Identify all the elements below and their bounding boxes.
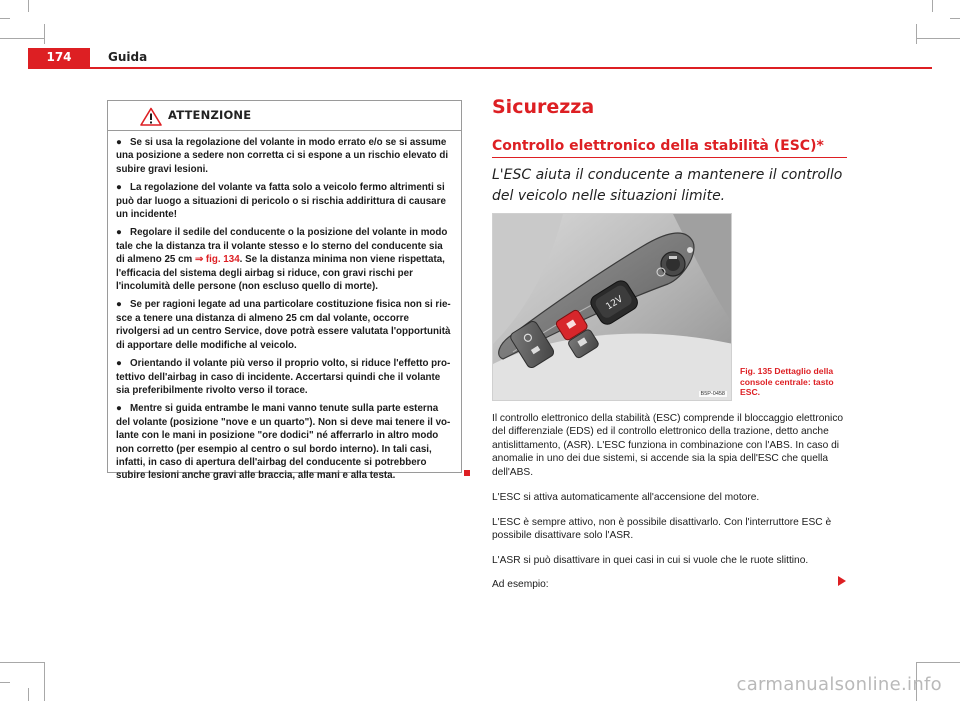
warning-item xyxy=(116,402,451,482)
console-illustration xyxy=(493,214,732,401)
warning-text: Regolare il sedile del conducente o la posizione del volante in modo tale che la distanza tra il volante stesso e lo sterno del conducente sia di almeno 25 cm xyxy=(116,227,448,266)
warning-text: La regolazione del volante va fatta solo a veicolo fermo altrimenti si può dar luogo a situazioni di pericolo o si rischia addirittura di causare un incidente! xyxy=(116,182,446,221)
warning-item xyxy=(116,298,451,352)
crop-mark xyxy=(0,38,44,39)
warning-text: Mentre si guida entrambe le mani vanno tenute sulla parte esterna del volante (posizione "nove e un quarto"). Non si deve mai tenere il volante con le mani in posizione "ore dodici" né afferrarlo in altro modo non corretto (per esempio al centro o sul bordo interno). In tali casi, infatti, in caso di apertura dell'airbag del conducente si potrebbero subire lesioni anche gravi alle braccia, alle mani e alla testa. xyxy=(116,403,451,482)
figure-console xyxy=(492,213,732,401)
crop-mark xyxy=(932,0,933,12)
header-rule xyxy=(28,67,932,69)
warning-header xyxy=(108,101,461,131)
watermark: carmanualsonline.info xyxy=(736,674,942,695)
warning-text: Orientando il volante più verso il proprio volto, si riduce l'effetto protettivo dell'airbag in caso di incidente. Accertarsi quindi che il volante sia preferibilmente rivolto verso il torace. xyxy=(116,358,451,396)
body-paragraph: Il controllo elettronico della stabilità (ESC) comprende il bloccaggio elettronico del differenziale (EDS) ed il controllo elettronico della trazione, detto anche antislittamento, (ASR). L'ESC funziona in combinazione con l'ABS. In caso di anomalie in uno dei due sistemi, si accende sia la spia dell'ESC che quella dell'ABS. xyxy=(492,413,844,478)
subsection-title: Controllo elettronico della stabilità (ESC)* xyxy=(492,138,824,154)
warning-text: Se per ragioni legate ad una particolare costituzione fisica non si riesce a tenere una distanza di almeno 25 cm dal volante, occorre rivolgersi ad un centro Service, dove potrà essere valutata l'opportunità di apportare delle modifiche al veicolo. xyxy=(116,299,451,351)
crop-mark xyxy=(0,662,44,663)
figure-code: B5P-0458 xyxy=(700,391,725,397)
body-paragraph: Ad esempio: xyxy=(492,579,549,590)
section-title: Sicurezza xyxy=(492,96,595,118)
body-paragraph: L'ESC si attiva automaticamente all'accensione del motore. xyxy=(492,492,760,503)
bullet: ● xyxy=(116,403,122,415)
crop-mark xyxy=(950,18,960,19)
bullet: ● xyxy=(116,182,122,194)
warning-item xyxy=(116,226,451,293)
bullet: ● xyxy=(116,137,122,148)
continue-arrow-icon xyxy=(838,576,846,586)
page-number: 174 xyxy=(28,48,90,67)
warning-item xyxy=(116,357,451,397)
warning-item xyxy=(116,181,451,221)
end-of-section-mark xyxy=(464,470,470,476)
bullet: ● xyxy=(116,358,122,370)
crop-mark xyxy=(28,688,29,701)
body-paragraph: L'ESC è sempre attivo, non è possibile disattivarlo. Con l'interruttore ESC è possibile disattivare solo l'ASR. xyxy=(492,517,832,542)
lead-text: L'ESC aiuta il conducente a mantenere il controllo del veicolo nelle situazioni limite. xyxy=(492,167,843,204)
figure-caption: Fig. 135 Dettaglio della console centrale: tasto ESC. xyxy=(740,366,834,397)
crop-mark xyxy=(916,24,917,44)
crop-mark xyxy=(44,662,45,701)
warning-list xyxy=(108,131,461,483)
crop-mark xyxy=(28,0,29,12)
warning-text: . Se la distanza minima non viene rispettata, l'efficacia del sistema degli airbag si riduce, con gravi rischi per l'incolumità delle persone (non escluso quello di morte). xyxy=(116,254,445,293)
crop-mark xyxy=(0,682,10,683)
warning-text: Se si usa la regolazione del volante in modo errato e/o se si assume una posizione a sedere non corretta ci si espone a un rischio elevato di subire gravi lesioni. xyxy=(116,137,449,175)
chapter-title: Guida xyxy=(108,50,148,64)
warning-triangle-icon xyxy=(140,107,162,126)
bullet: ● xyxy=(116,227,122,239)
subsection-rule xyxy=(492,157,847,158)
crop-mark xyxy=(44,24,45,44)
crop-mark xyxy=(0,18,10,19)
warning-title: ATTENZIONE xyxy=(168,108,252,122)
crop-mark xyxy=(916,662,960,663)
figure-link[interactable]: ⇒ fig. 134 xyxy=(194,254,240,266)
knob-label: 12V xyxy=(604,294,625,313)
body-paragraph: L'ASR si può disattivare in quei casi in cui si vuole che le ruote slittino. xyxy=(492,555,809,566)
bullet: ● xyxy=(116,299,122,311)
crop-mark xyxy=(916,38,960,39)
warning-box xyxy=(107,100,462,482)
warning-item xyxy=(116,136,451,176)
